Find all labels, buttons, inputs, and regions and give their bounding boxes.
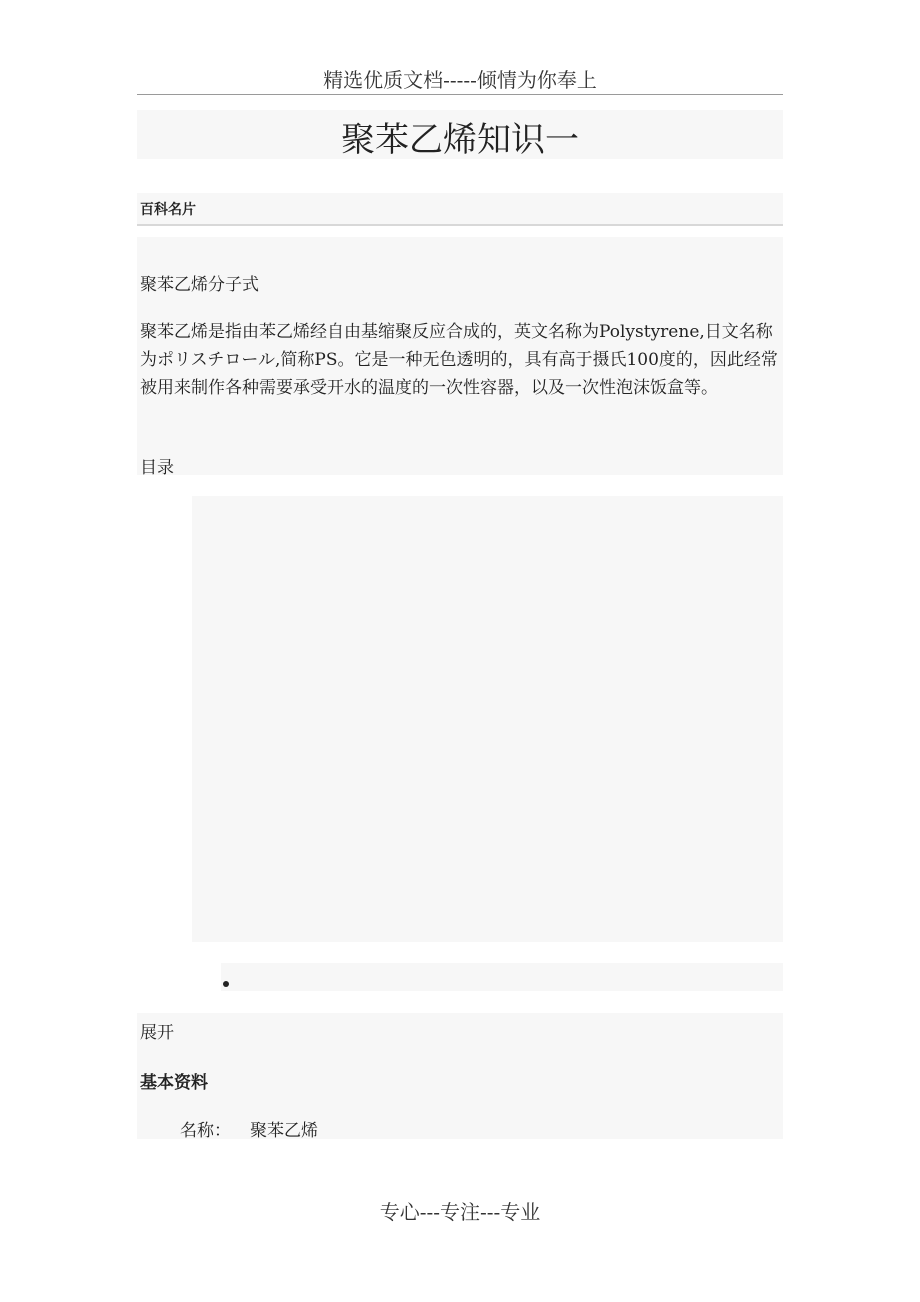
card-label: 百科名片 xyxy=(140,202,196,218)
header-divider xyxy=(137,94,783,95)
basic-info-section xyxy=(137,1013,783,1139)
intro-paragraph: 聚苯乙烯是指由苯乙烯经自由基缩聚反应合成的，英文名称为Polystyrene,日文名称为ポリスチロール,简称PS。它是一种无色透明的，具有高于摄氏100度的，因此经常被用来制作各种需要承受开水的温度的一次性容器，以及一次性泡沫饭盒等。 xyxy=(140,322,778,398)
bullet-icon xyxy=(223,981,229,987)
image-caption: 聚苯乙烯分子式 xyxy=(140,275,259,295)
toc-heading: 目录 xyxy=(140,458,174,478)
name-label: 名称： xyxy=(180,1121,231,1141)
page-header: 精选优质文档-----倾情为你奉上 xyxy=(323,68,597,92)
basic-info-heading: 基本资料 xyxy=(140,1073,208,1093)
card-bar xyxy=(137,193,783,226)
toc-panel xyxy=(192,496,783,942)
toc-list-item xyxy=(221,963,783,991)
page-footer: 专心---专注---专业 xyxy=(379,1200,541,1224)
expand-link[interactable]: 展开 xyxy=(140,1023,174,1043)
name-value: 聚苯乙烯 xyxy=(250,1121,318,1141)
document-title: 聚苯乙烯知识一 xyxy=(341,120,579,160)
